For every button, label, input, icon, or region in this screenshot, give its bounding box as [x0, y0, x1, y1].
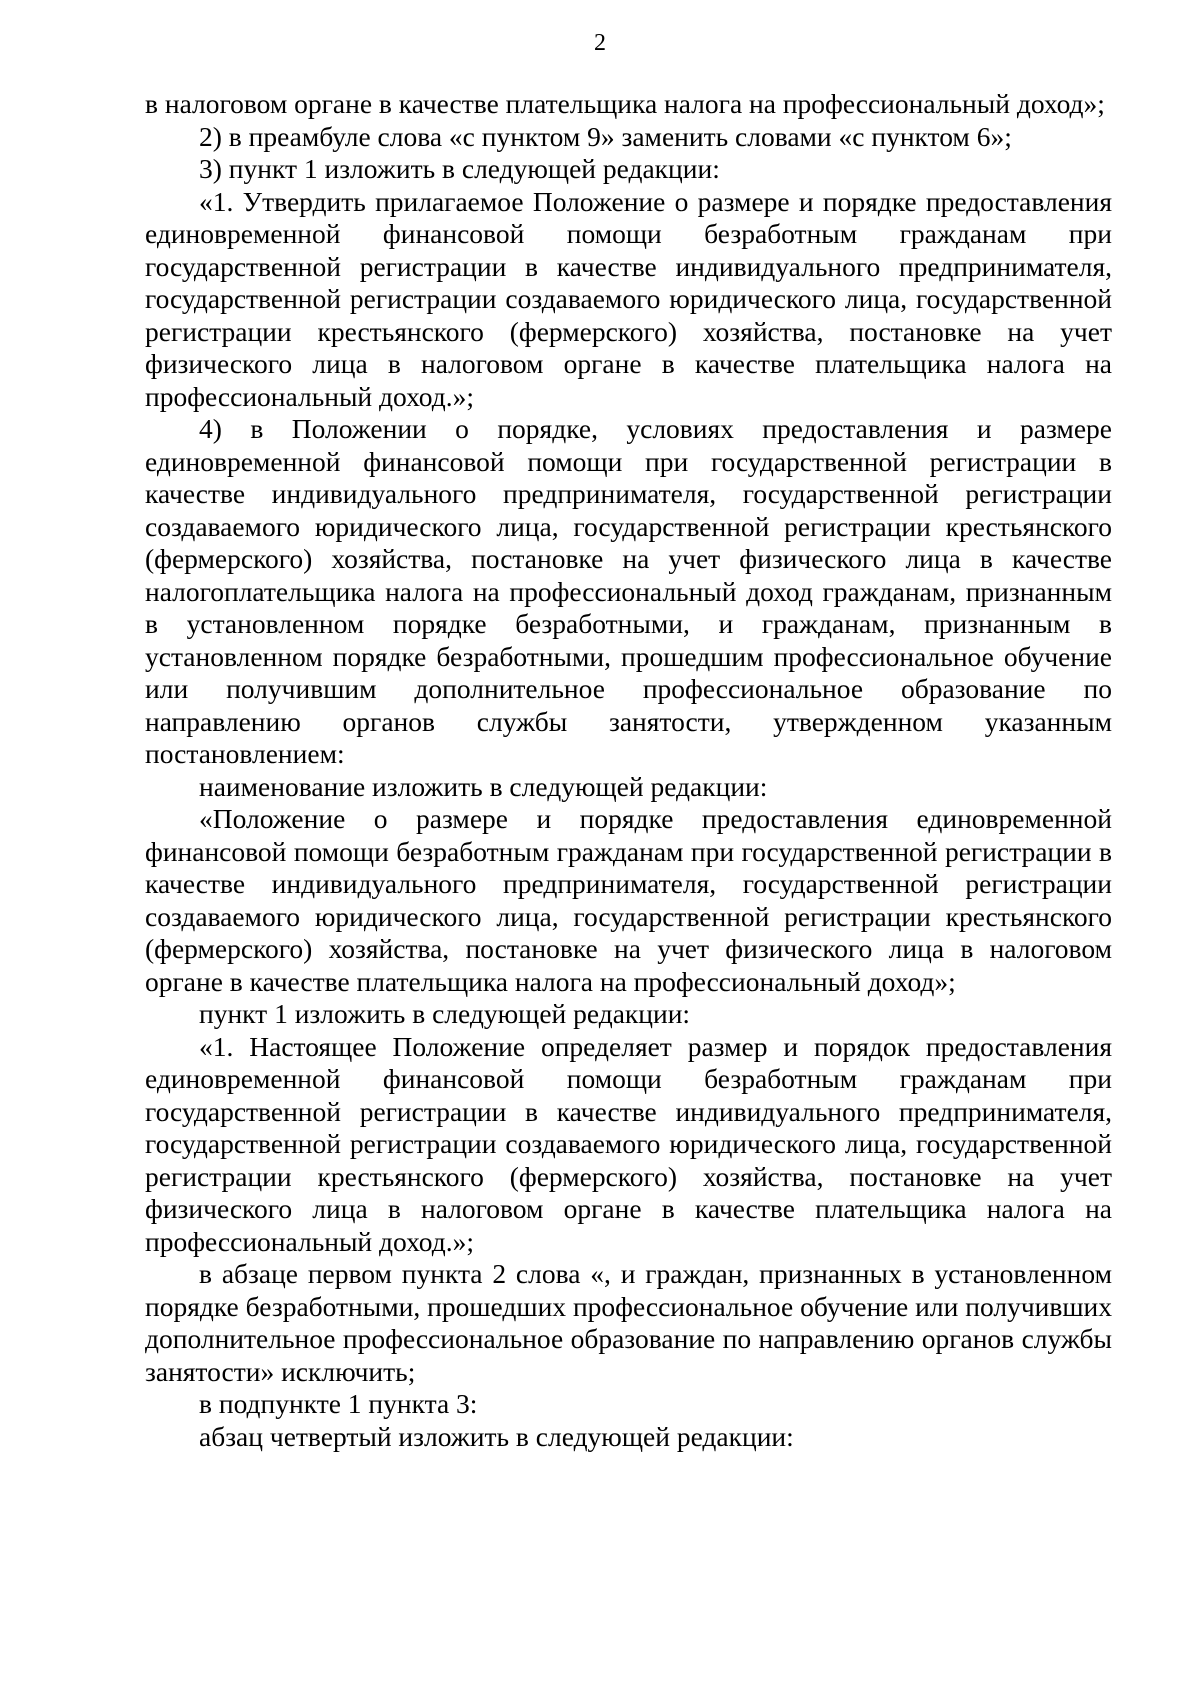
paragraph-quote-1: «1. Утвердить прилагаемое Положение о размере и порядке предоставления единовременной финансовой помощи безработным гражданам при государственной регистрации в качестве индивидуального предпринимателя, государственной регистрации создаваемого юридического лица, государственной регистрации крестьянского (фермерского) хозяйства, постановке на учет физического лица в налоговом органе в качестве плательщика налога на профессиональный доход.»; — [145, 185, 1112, 412]
document-body — [145, 88, 1112, 1453]
paragraph-item-3: 3) пункт 1 изложить в следующей редакции: — [199, 153, 720, 184]
paragraph-subpoint-heading: в подпункте 1 пункта 3: — [199, 1388, 478, 1419]
paragraph-title-instruction: наименование изложить в следующей редакции: — [199, 770, 768, 802]
page-number: 2 — [594, 30, 606, 56]
paragraph-title-quote: «Положение о размере и порядке предоставления единовременной финансовой помощи безработным гражданам при государственной регистрации в качестве индивидуального предпринимателя, государственной регистрации создаваемого юридического лица, государственной регистрации крестьянского (фермерского) хозяйства, постановке на учет физического лица в налоговом органе в качестве плательщика налога на профессиональный доход»; — [145, 803, 1112, 997]
paragraph-fourth-clause: абзац четвертый изложить в следующей редакции: — [199, 1420, 794, 1452]
paragraph-point1-quote: «1. Настоящее Положение определяет размер и порядок предоставления единовременной финансовой помощи безработным гражданам при государственной регистрации в качестве индивидуального предпринимателя, государственной регистрации создаваемого юридического лица, государственной регистрации крестьянского (фермерского) хозяйства, постановке на учет физического лица в налоговом органе в качестве плательщика налога на профессиональный доход.»; — [145, 1030, 1112, 1257]
paragraph-point2-exclusion: в абзаце первом пункта 2 слова «, и граждан, признанных в установленном порядке безработными, прошедших профессиональное обучение или получивших дополнительное профессиональное образование по направлению органов службы занятости» исключить; — [145, 1258, 1112, 1387]
paragraph-continuation: в налоговом органе в качестве плательщика налога на профессиональный доход»; — [145, 88, 1105, 119]
paragraph-item-4: 4) в Положении о порядке, условиях предоставления и размере единовременной финансовой помощи при государственной регистрации в качестве индивидуального предпринимателя, государственной регистрации создаваемого юридического лица, государственной регистрации крестьянского (фермерского) хозяйства, постановке на учет физического лица в качестве налогоплательщика налога на профессиональный доход гражданам, признанным в установленном порядке безработными, и гражданам, признанным в установленном порядке безработными, прошедшим профессиональное обучение или получившим дополнительное профессиональное образование по направлению органов службы занятости, утвержденном указанным постановлением: — [145, 413, 1112, 769]
paragraph-item-2: 2) в преамбуле слова «с пунктом 9» заменить словами «с пунктом 6»; — [199, 120, 1012, 152]
paragraph-point1-instruction: пункт 1 изложить в следующей редакции: — [199, 998, 691, 1029]
